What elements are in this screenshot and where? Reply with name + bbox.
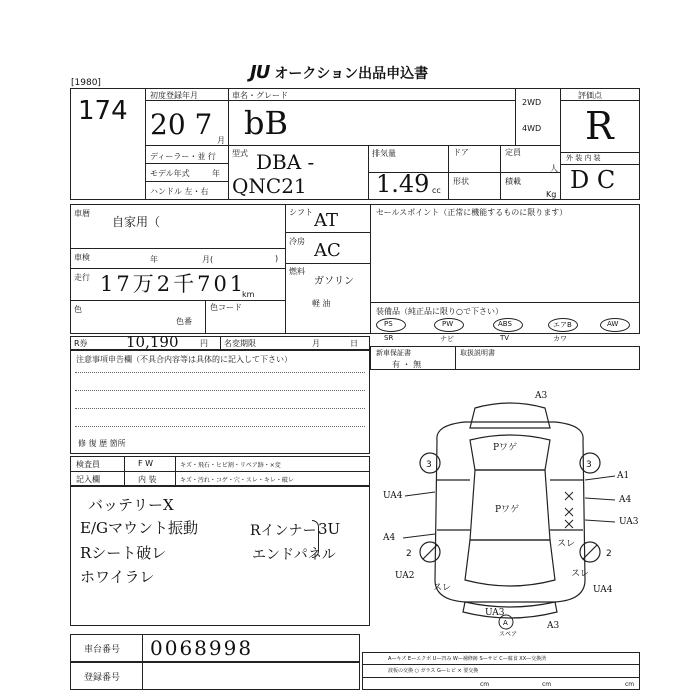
name-change-label: 名変期限: [224, 339, 256, 348]
wheel-mark-fr: 3: [586, 460, 592, 470]
history-label: 車暦: [74, 209, 90, 218]
diag-mark-3: A1: [617, 471, 630, 481]
diag-mark-2: Pワゲ: [495, 505, 520, 515]
unit-cm-1: cm: [480, 681, 490, 688]
name-grade-label: 車名・グレード: [232, 91, 288, 100]
equip-abs: ABS: [498, 320, 512, 328]
ac-value: AC: [314, 240, 341, 261]
year-unit: 年: [212, 169, 220, 178]
equip-sr: SR: [384, 334, 394, 342]
inspection-year: 年: [150, 255, 158, 264]
fuel-value: ガソリン: [314, 276, 354, 287]
cc-unit: cc: [432, 186, 441, 195]
load-label: 積載: [505, 177, 521, 186]
drive-4wd: 4WD: [522, 124, 542, 133]
notes-label: 注意事項申告欄（不具合内容等は具体的に記入して下さい）: [76, 355, 292, 364]
warranty-value: 有 ・ 無: [392, 360, 422, 369]
diag-mark-11: スレ: [433, 583, 452, 593]
colorno-label: 色番: [176, 317, 192, 326]
header: [250, 62, 428, 83]
month-label: 月: [312, 339, 320, 348]
person-unit: 人: [550, 164, 558, 173]
equip-pw: PW: [442, 320, 454, 328]
displacement-value: 1.49: [376, 170, 430, 198]
equip-airbag: エアB: [553, 321, 572, 329]
type-value: DBA -QNC21: [232, 150, 315, 198]
fw-label: F W: [138, 459, 154, 468]
model-year-label: モデル年式: [150, 169, 190, 178]
ext-int-label: 外 装 内 装: [566, 154, 601, 162]
color-label: 色: [74, 305, 82, 314]
drive-2wd: 2WD: [522, 98, 542, 107]
shift-label: シフト: [289, 208, 313, 217]
unit-cm-2: cm: [542, 681, 552, 688]
first-reg-value: 20 7: [150, 108, 213, 141]
remark-right-2: エンドパネル: [252, 547, 336, 563]
lot-number: 174: [78, 96, 128, 126]
car-trunk: [465, 540, 555, 586]
shift-value: AT: [314, 210, 339, 231]
form-code: [1980]: [71, 78, 101, 88]
sales-point-label: セールスポイント（正常に機能するものに限ります）: [376, 208, 568, 217]
yen-unit: 円: [200, 339, 208, 348]
equip-kawa: カワ: [553, 335, 567, 343]
inspection-close: ): [275, 254, 279, 263]
capacity-label: 定員: [505, 148, 521, 157]
shape-label: 形状: [453, 177, 469, 186]
remark-bracket: [312, 520, 319, 558]
diag-mark-5: UA3: [619, 517, 639, 527]
month-unit: 月: [217, 136, 225, 145]
reg-label: 登録番号: [84, 673, 121, 683]
equip-aw: AW: [607, 320, 619, 328]
diag-mark-12: スレ: [571, 569, 590, 579]
spare-label: スペア: [499, 631, 518, 638]
remark-left-3: Rシート破レ: [80, 544, 167, 562]
km-unit: km: [242, 290, 255, 299]
name-value: bB: [244, 104, 288, 142]
equipment-label: 装備品（純正品に限り○で下さい）: [376, 307, 503, 316]
legend-top: A—キズ E—エクボ U—凹み W—補修跡 S—サビ C—腐食 XX—交換済: [388, 656, 547, 662]
inspection-month: 月(: [202, 255, 214, 264]
diag-mark-7: A4: [383, 533, 396, 543]
diag-mark-13: スレ: [557, 539, 576, 549]
kg-unit: Kg: [546, 190, 557, 199]
remark-right-3: 3U: [318, 520, 341, 538]
inspection-label: 車検: [74, 253, 90, 262]
legend-fw: キズ・飛石・ヒビ割・リペア跡・×変: [180, 462, 281, 469]
rear-bumper: [463, 602, 557, 618]
equip-ps: PS: [384, 320, 393, 328]
repair-label: 修 復 歴 箇所: [78, 439, 126, 448]
remark-left-2: E/Gマウント振動: [80, 519, 198, 537]
remark-left-4: ホワイラレ: [80, 568, 155, 586]
spare-mark: A: [503, 619, 508, 627]
equip-tv: TV: [500, 334, 510, 342]
score-value: R: [585, 104, 614, 148]
chassis-value: 0068998: [150, 636, 254, 660]
wheel-mark-fl: 3: [426, 460, 432, 470]
mileage-label: 走行: [74, 273, 90, 282]
door-label: ドア: [453, 148, 469, 157]
remark-left-1: バッテリーX: [88, 496, 174, 514]
r-ticket-label: R券: [74, 339, 88, 348]
score-label: 評価点: [578, 91, 602, 100]
diag-mark-9: UA4: [593, 585, 613, 595]
car-outline-top: [470, 403, 550, 428]
diesel-label: 軽 油: [312, 299, 331, 308]
chassis-label: 車台番号: [84, 645, 121, 655]
history-value: 自家用（: [112, 215, 161, 229]
unit-cm-3: cm: [625, 681, 635, 688]
wheel-mark-rl: 2: [406, 549, 412, 559]
legend-bottom: 波板の交換 ○ ガラス G—ヒビ × 要交換: [388, 668, 479, 674]
ju-logo: JU: [250, 62, 270, 83]
wheel-mark-rr: 2: [606, 549, 612, 559]
equip-navi: ナビ: [440, 335, 454, 343]
type-label: 型式: [232, 149, 248, 158]
page-title: オークション出品申込書: [274, 66, 429, 82]
colorcode-label: 色コード: [210, 303, 242, 312]
displacement-label: 排気量: [372, 149, 396, 158]
mileage-value: 17万2千701: [100, 272, 247, 296]
entry-label: 記入欄: [76, 475, 100, 484]
legend-interior: キズ・汚れ・コゲ・穴・スレ・キレ・破レ: [180, 477, 294, 484]
r-ticket-value: 10,190: [126, 333, 179, 351]
inspector-label: 検査員: [76, 460, 100, 469]
day-label: 日: [350, 339, 358, 348]
first-reg-label: 初度登録年月: [150, 91, 198, 100]
diag-mark-1: Pワゲ: [493, 443, 518, 453]
diag-mark-6: UA4: [383, 491, 403, 501]
rear-label: 取扱説明書: [460, 349, 495, 357]
dealer-label: ディーラー・並 行: [150, 152, 216, 161]
diag-mark-8: UA2: [395, 571, 415, 581]
car-diagram: [375, 380, 645, 638]
diag-mark-14: A3: [547, 621, 560, 631]
handle-label: ハンドル 左・右: [150, 187, 209, 196]
ac-label: 冷房: [289, 237, 305, 246]
diag-mark-10: UA3: [485, 608, 505, 618]
fuel-label: 燃料: [289, 267, 305, 276]
remark-right-1: Rインナー: [250, 523, 317, 539]
ext-int-value: D C: [570, 166, 616, 194]
diag-mark-0: A3: [535, 391, 548, 401]
warranty-label: 新車保証書: [376, 349, 411, 357]
diag-mark-4: A4: [619, 495, 632, 505]
interior-label: 内 装: [138, 475, 157, 484]
